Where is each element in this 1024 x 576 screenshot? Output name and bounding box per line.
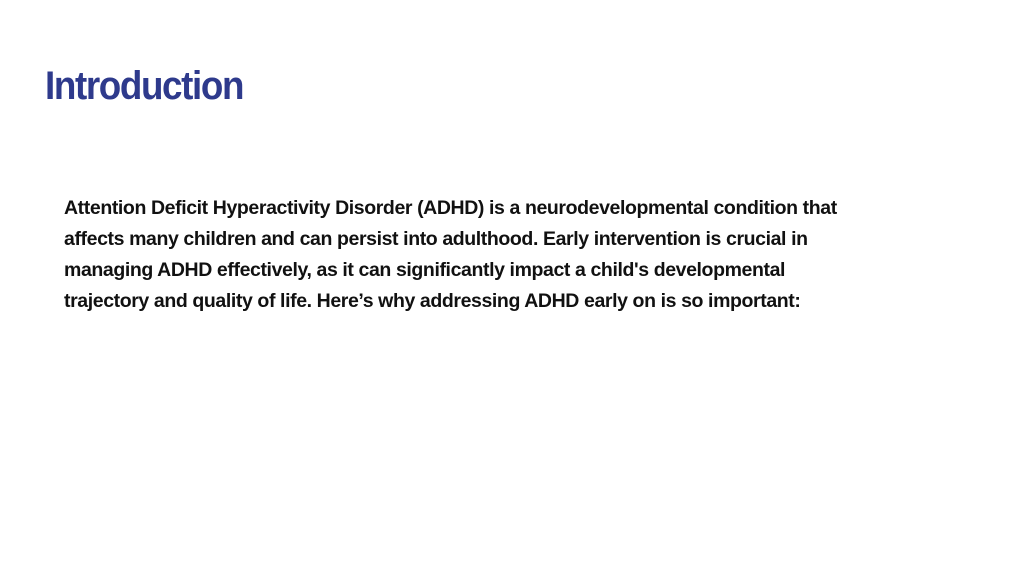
slide-title: Introduction bbox=[45, 64, 244, 108]
slide-body-text: Attention Deficit Hyperactivity Disorder (ADHD) is a neurodevelopmental condition that affects many children and can persist into adulthood. Early intervention is crucial in managing ADHD effectively, as it can significantly impact a child's developmental trajectory and quality of life. Here’s why addressing ADHD early on is so important: bbox=[64, 197, 837, 312]
